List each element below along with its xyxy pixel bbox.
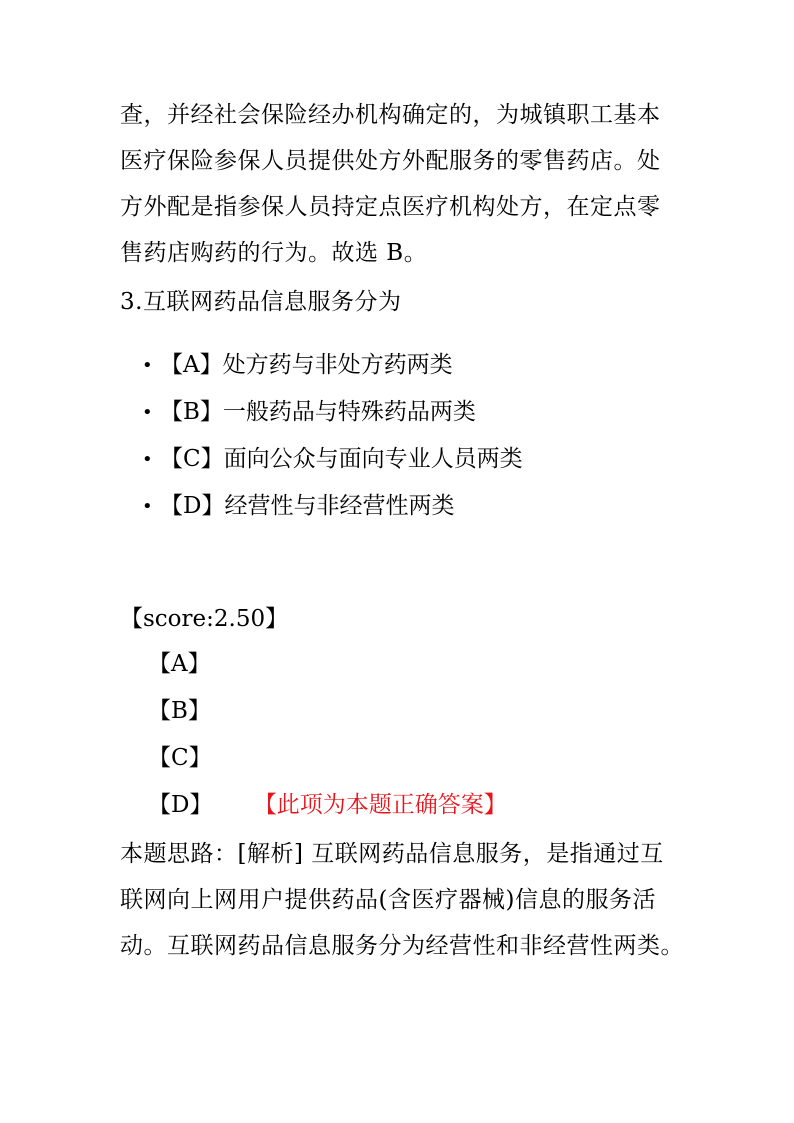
answer-label: 【A】	[148, 651, 211, 677]
option-list	[140, 342, 700, 530]
answer-label: 【D】	[148, 792, 213, 818]
bullet-icon: •	[142, 355, 153, 376]
answer-label: 【B】	[148, 698, 211, 724]
option-label: 【C】面向公众与面向专业人员两类	[160, 446, 523, 472]
option-label: 【B】一般药品与特殊药品两类	[160, 399, 476, 425]
answer-label: 【C】	[148, 745, 212, 771]
correct-answer-marker: 【此项为本题正确答案】	[253, 792, 507, 818]
score-label: 【score:2.50】	[120, 606, 289, 632]
option-a	[140, 342, 700, 389]
answer-list	[148, 641, 507, 829]
option-label: 【A】处方药与非处方药两类	[160, 352, 453, 378]
option-c	[140, 436, 700, 483]
bullet-icon: •	[142, 496, 153, 517]
answer-c	[148, 735, 507, 782]
bullet-icon: •	[142, 402, 153, 423]
bullet-icon: •	[142, 449, 153, 470]
option-label: 【D】经营性与非经营性两类	[160, 493, 455, 519]
option-d	[140, 483, 700, 530]
answer-d	[148, 782, 507, 829]
answer-a	[148, 641, 507, 688]
option-b	[140, 389, 700, 436]
question-title: 3.互联网药品信息服务分为	[120, 289, 402, 315]
intro-paragraph: 查，并经社会保险经办机构确定的，为城镇职工基本医疗保险参保人员提供处方外配服务的零售药店。处方外配是指参保人员持定点医疗机构处方，在定点零售药店购药的行为。故选 B。	[120, 102, 661, 266]
answer-b	[148, 688, 507, 735]
analysis-paragraph: 本题思路：[解析] 互联网药品信息服务，是指通过互联网向上网用户提供药品(含医疗器械)信息的服务活动。互联网药品信息服务分为经营性和非经营性两类。	[120, 841, 684, 959]
